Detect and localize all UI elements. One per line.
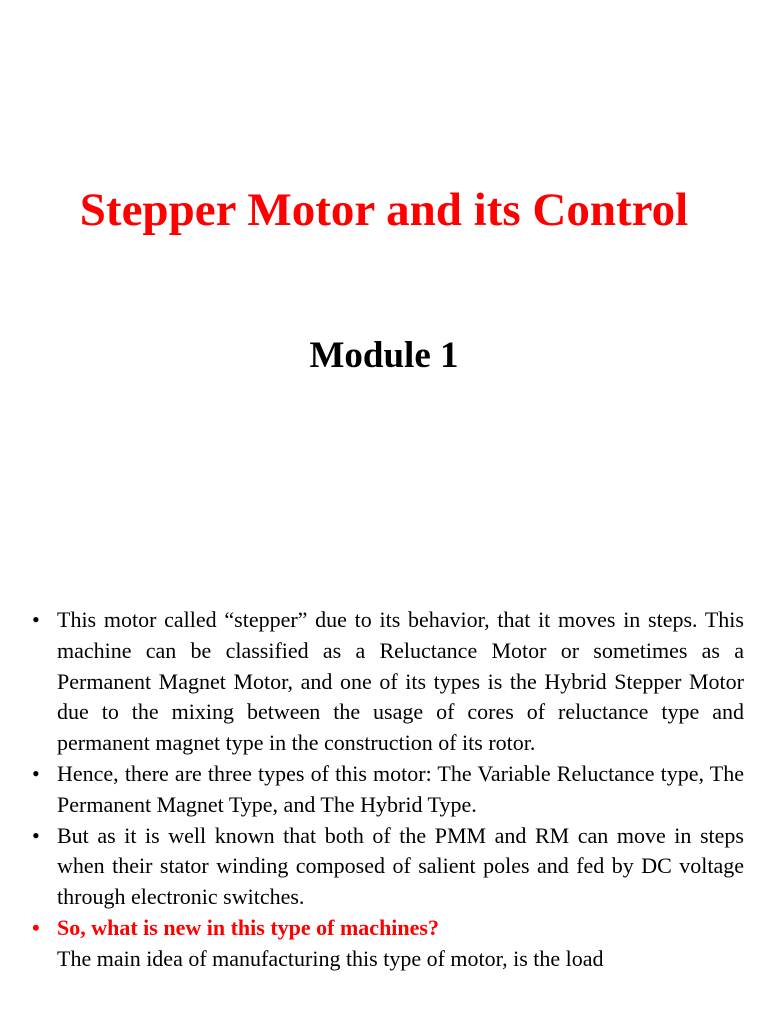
bullet-text: This motor called “stepper” due to its behavior, that it moves in steps. This machine can be classified as a Reluctance Motor or sometimes as a Permanent Magnet Motor, and one of its types is the Hybrid Stepper Motor due to the mixing between the usage of cores of reluctance type and permanent magnet type in the construction of its rotor. (57, 607, 744, 756)
bullet-icon: • (32, 607, 40, 632)
question-text: So, what is new in this type of machines? (57, 914, 439, 940)
bullet-text: Hence, there are three types of this motor: The Variable Reluctance type, The Permanent Magnet Type, and The Hybrid Type. (57, 760, 744, 817)
bullet-list (30, 605, 744, 975)
slide-subtitle: Module 1 (309, 335, 459, 376)
body-paragraph: The main idea of manufacturing this type of motor, is the load (57, 945, 604, 971)
bullet-item (30, 605, 744, 759)
bullet-icon: • (32, 822, 40, 848)
slide-title: Stepper Motor and its Control (79, 184, 689, 236)
bullet-text: But as it is well known that both of the PMM and RM can move in steps when their stator winding composed of salient poles and fed by DC voltage through electronic switches. (57, 822, 744, 910)
question-bullet (30, 913, 744, 944)
bullet-item (30, 821, 744, 913)
bullet-item (30, 759, 744, 821)
bullet-icon: • (32, 914, 40, 940)
content-slide (0, 576, 768, 1024)
bullet-icon: • (32, 760, 40, 786)
